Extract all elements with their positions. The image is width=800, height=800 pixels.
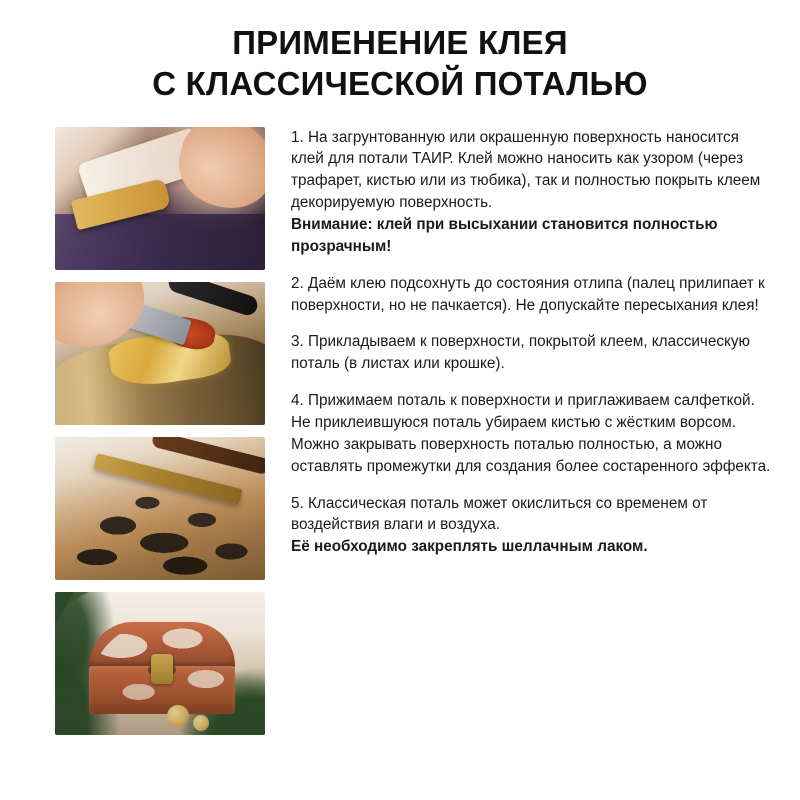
photo-brushing-surface (55, 437, 265, 580)
step-1-text: 1. На загрунтованную или окрашенную поверхность наносится клей для потали ТАИР. Клей можно наносить как узором (через трафарет, кистью или из тюбика), так и полностью покрыть клеем декорируемую поверхность. (291, 128, 761, 212)
step-5-note: Её необходимо закреплять шеллачным лаком. (291, 538, 648, 556)
page-title-line-2: С КЛАССИЧЕСКОЙ ПОТАЛЬЮ (152, 65, 648, 103)
steps-column (265, 127, 782, 559)
step-5-text: 5. Классическая поталь может окислиться со временем от воздействия влаги и воздуха. (291, 494, 708, 534)
page-title (0, 0, 800, 105)
chest-lock-icon (151, 654, 173, 684)
board-surface (55, 214, 265, 270)
content-area (0, 105, 800, 735)
photo-finished-chest (55, 592, 265, 735)
page-title-line-1: ПРИМЕНЕНИЕ КЛЕЯ (232, 24, 568, 61)
photo-column (55, 127, 265, 735)
spatula-handle (166, 282, 260, 318)
photo-applying-glue (55, 127, 265, 270)
step-3-text: 3. Прикладываем к поверхности, покрытой клеем, классическую поталь (в листах или крошке). (291, 333, 751, 373)
step-2-text: 2. Даём клею подсохнуть до состояния отлипа (палец прилипает к поверхности, но не пачкается). Не допускайте пересыхания клея! (291, 274, 765, 314)
step-1-note: Внимание: клей при высыхании становится полностью прозрачным! (291, 215, 718, 255)
photo-scraping-leaf (55, 282, 265, 425)
step-4-text: 4. Прижимаем поталь к поверхности и приглаживаем салфеткой. Не приклеившуюся поталь убираем кистью с жёстким ворсом. Можно закрывать поверхность поталью полностью, а можно оставлять промежутки для создания более состаренного эффекта. (291, 392, 771, 475)
hand-shape (169, 127, 265, 219)
wooden-bead (167, 705, 189, 727)
wooden-bead (193, 715, 209, 731)
